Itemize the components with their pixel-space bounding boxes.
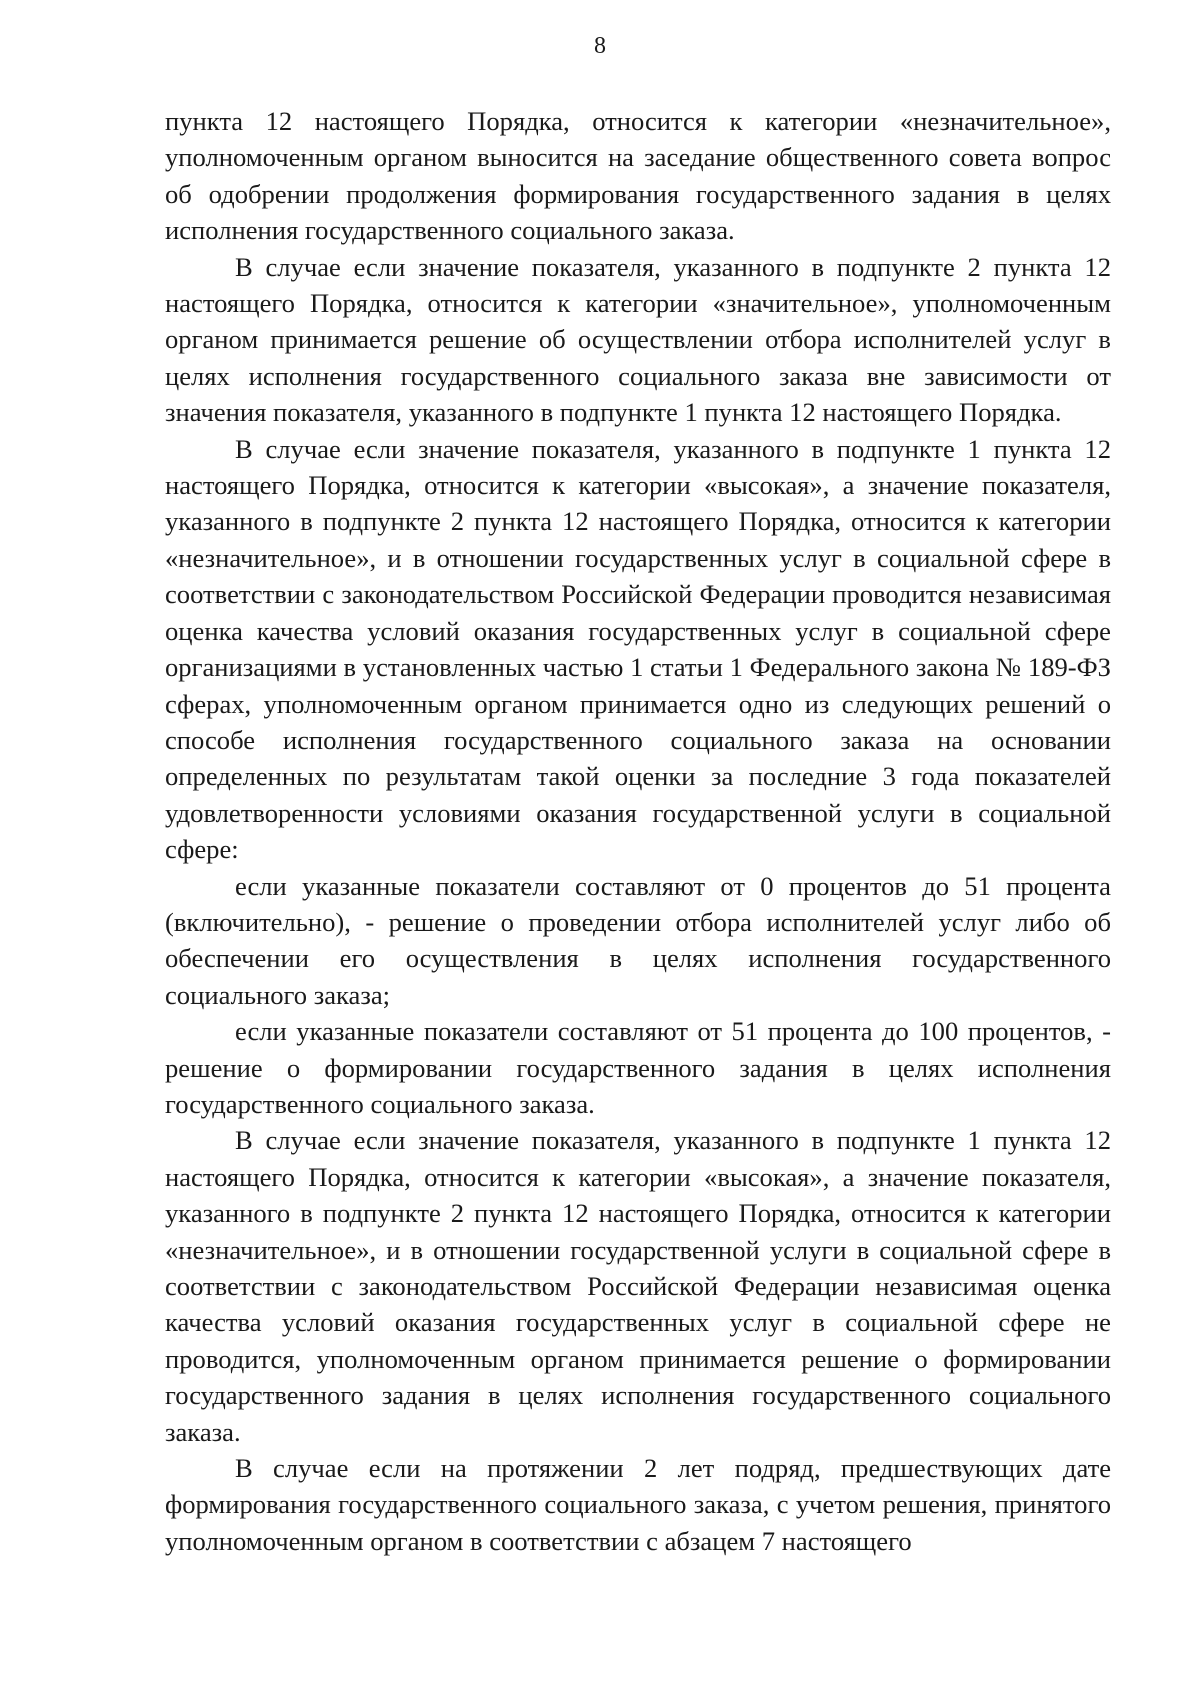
paragraph: пункта 12 настоящего Порядка, относится к категории «незначительное», уполномоченным органом выносится на заседание общественного совета вопрос об одобрении продолжения формирования государственного задания в целях исполнения государственного социального заказа.: [165, 106, 1111, 246]
list-item-paragraph: если указанные показатели составляют от 51 процента до 100 процентов, - решение о формировании государственного задания в целях исполнения государственного социального заказа.: [165, 1016, 1111, 1119]
list-item-paragraph: если указанные показатели составляют от 0 процентов до 51 процента (включительно), - решение о проведении отбора исполнителей услуг либо об обеспечении его осуществления в целях исполнения государственного социального заказа;: [165, 870, 1111, 1010]
paragraph: В случае если значение показателя, указанного в подпункте 1 пункта 12 настоящего Порядка, относится к категории «высокая», а значение показателя, указанного в подпункте 2 пункта 12 настоящего Порядка, относится к категории «незначительное», и в отношении государственной услуги в социальной сфере в соответствии с законодательством Российской Федерации независимая оценка качества условий оказания государственных услуг в социальной сфере не проводится, уполномоченным органом принимается решение о формировании государственного задания в целях исполнения государственного социального заказа.: [165, 1125, 1111, 1447]
paragraph: В случае если значение показателя, указанного в подпункте 2 пункта 12 настоящего Порядка, относится к категории «значительное», уполномоченным органом принимается решение об осуществлении отбора исполнителей услуг в целях исполнения государственного социального заказа вне зависимости от значения показателя, указанного в подпункте 1 пункта 12 настоящего Порядка.: [165, 251, 1111, 428]
paragraph: В случае если на протяжении 2 лет подряд, предшествующих дате формирования государственного социального заказа, с учетом решения, принятого уполномоченным органом в соответствии с абзацем 7 настоящего: [165, 1453, 1111, 1556]
page-number: 8: [594, 33, 606, 59]
document-body: [165, 103, 1111, 1559]
paragraph: В случае если значение показателя, указанного в подпункте 1 пункта 12 настоящего Порядка, относится к категории «высокая», а значение показателя, указанного в подпункте 2 пункта 12 настоящего Порядка, относится к категории «незначительное», и в отношении государственных услуг в социальной сфере в соответствии с законодательством Российской Федерации проводится независимая оценка качества условий оказания государственных услуг в социальной сфере организациями в установленных частью 1 статьи 1 Федерального закона № 189-ФЗ сферах, уполномоченным органом принимается одно из следующих решений о способе исполнения государственного социального заказа на основании определенных по результатам такой оценки за последние 3 года показателей удовлетворенности условиями оказания государственной услуги в социальной сфере:: [165, 433, 1111, 865]
